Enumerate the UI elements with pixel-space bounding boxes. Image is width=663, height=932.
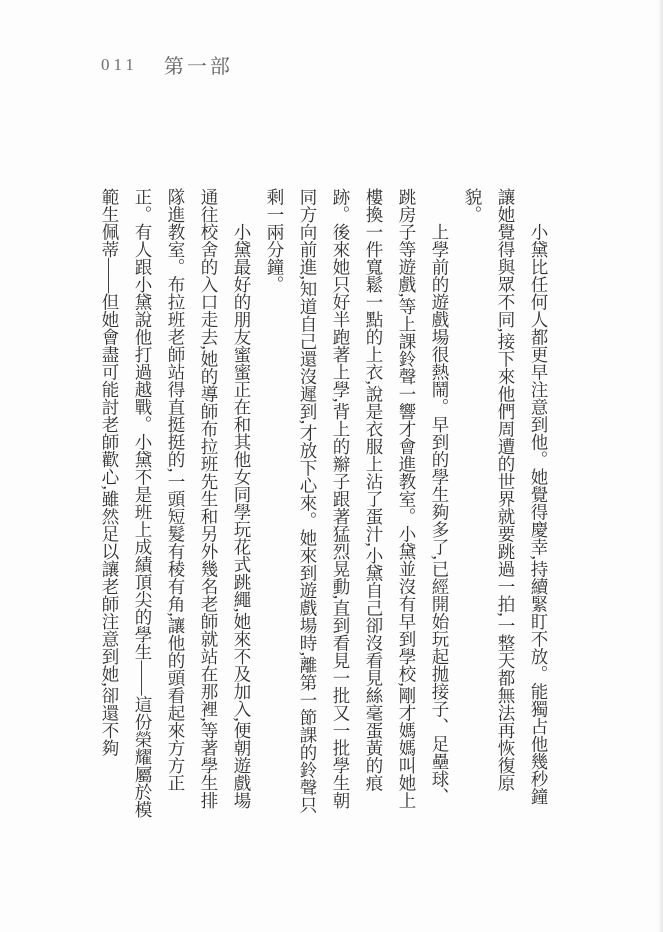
page-header <box>101 50 233 79</box>
body-text-block <box>93 188 555 820</box>
part-title: 第一部 <box>163 56 233 78</box>
paragraph-2: 上學前的遊戲場很熱鬧。早到的學生夠多了,已經開始玩起拋接子、足壘球、跳房子等遊戲,等上課鈴聲一響才會進教室。小黛並沒有早到學校,剛才媽媽叫她上樓換一件寬鬆一點的上衣,說是衣服上沾了蛋汁,小黛自己卻沒看見絲毫蛋黃的痕跡。後來她只好半跑著上學,背上的辮子跟著猛烈晃動,直到看見一批又一批學生朝同方向前進,知道自己還沒遲到,才放下心來。她來到遊戲場時,離第一節課的鈴聲只剩一兩分鐘。 <box>265 188 450 814</box>
paragraph-3: 小黛最好的朋友蜜蜜正在和其他女同學玩花式跳繩,她來不及加入,便朝遊戲場通往校舍的入口走去,她的導師布拉班先生和另外幾名老師就站在那裡,等著學生排隊進教室。布拉班老師站得直挺挺的,一頭短髮有稜有角,讓他的頭看起來方方正正。有人跟小黛說他打過越戰。小黛不是班上成績頂尖的學生——這份榮耀屬於模範生佩蒂——但她會盡可能討老師歡心,雖然足以讓老師注意到她,卻還不夠 <box>100 188 252 818</box>
paragraph-1: 小黛比任何人都更早注意到他。她覺得慶幸,持續緊盯不放。能獨占他幾秒鐘讓她覺得與眾不同,接下來他們周遭的世界就要跳過一拍,一整天都無法再恢復原貌。 <box>463 188 549 805</box>
page-number: 011 <box>101 54 138 74</box>
